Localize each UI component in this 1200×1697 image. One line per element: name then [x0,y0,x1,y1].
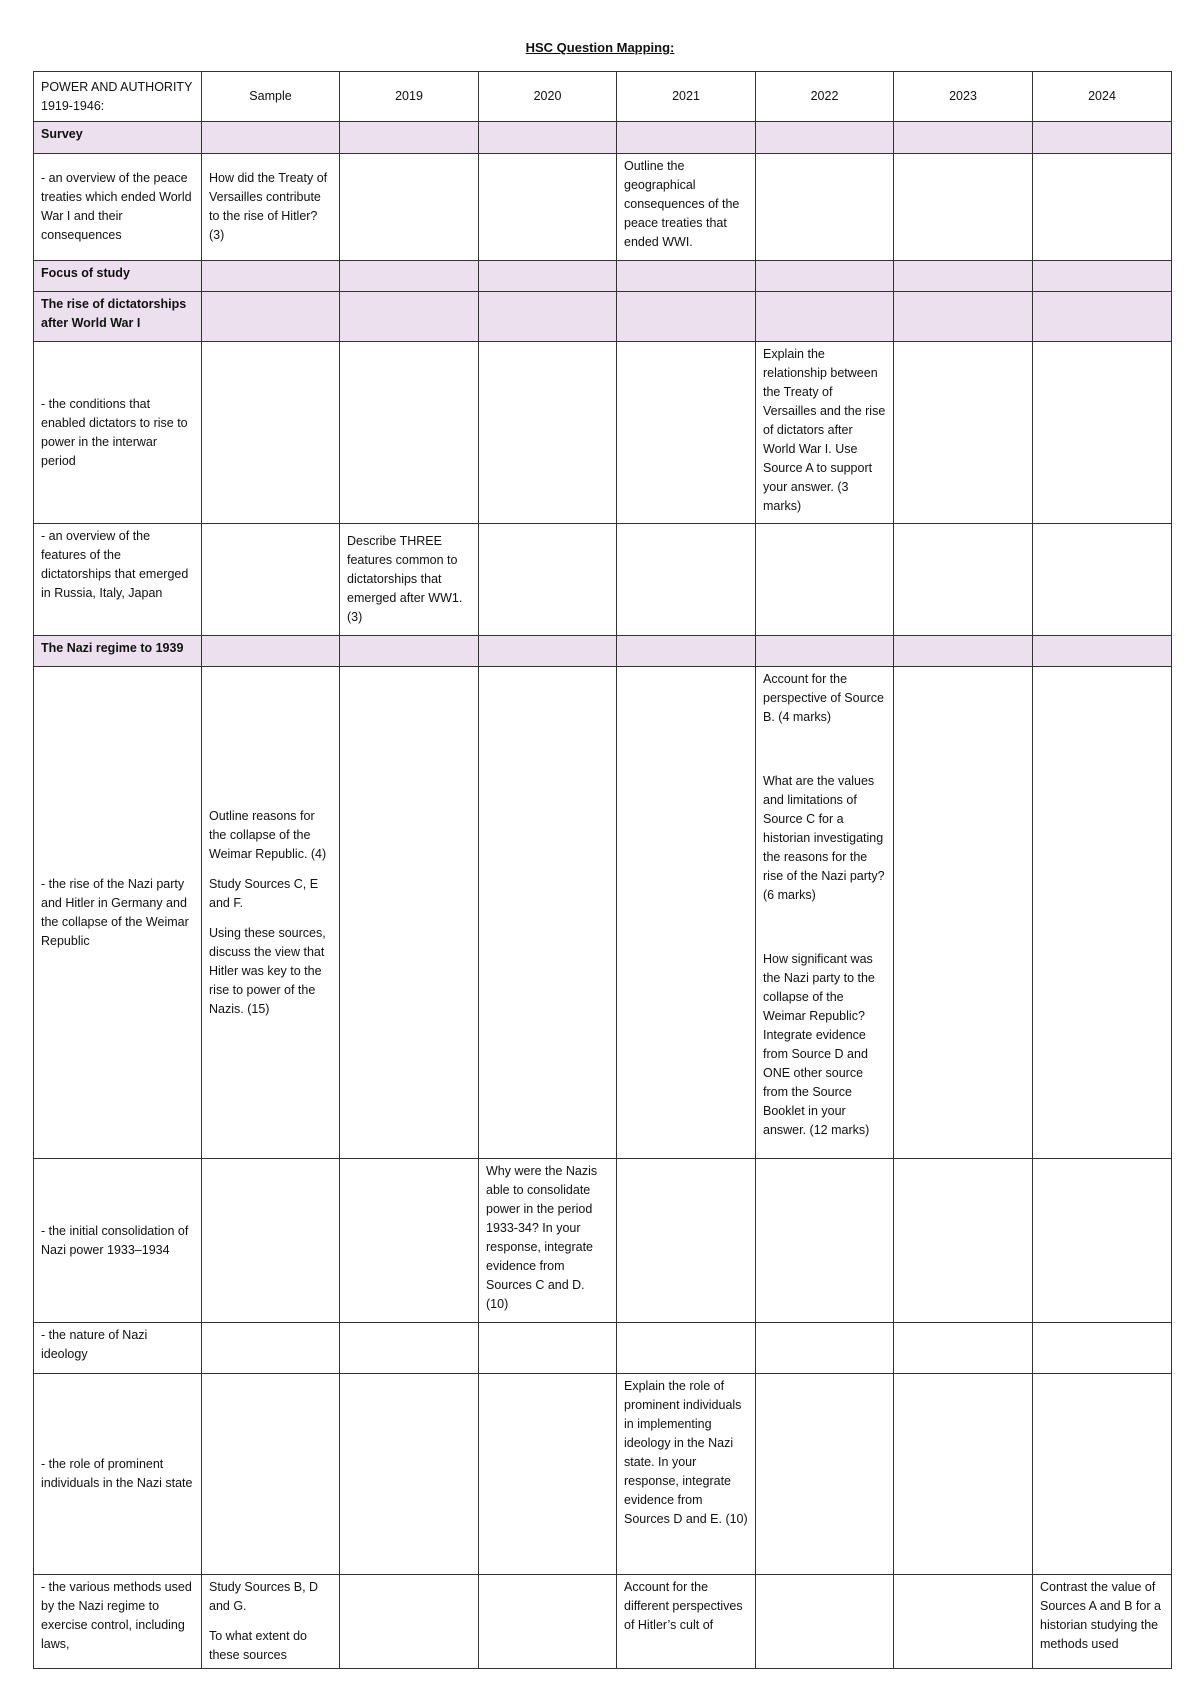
cell-2021-methods: Account for the different perspectives of Hitler’s cult of [617,1575,756,1669]
header-2021: 2021 [617,72,756,122]
section-row-survey [34,122,1172,154]
cell-2020-consolidation: Why were the Nazis able to consolidate power in the period 1933-34? In your response, integrate evidence from Sources C and D. (10) [479,1159,617,1323]
section-label-survey: Survey [34,122,202,154]
sample-methods-1: Study Sources B, D and G. [209,1580,319,1613]
question-2022-3: How significant was the Nazi party to the collapse of the Weimar Republic? Integrate evidence from Source D and ONE other source from the Source Booklet in your answer. (12 marks) [763,952,875,1137]
cell-2021-individuals: Explain the role of prominent individuals in implementing ideology in the Nazi state. In your response, integrate evidence from Sources D and E. (10) [617,1374,756,1575]
cell-2024-methods: Contrast the value of Sources A and B for a historian studying the methods used [1033,1575,1172,1669]
header-2022: 2022 [756,72,894,122]
table-row [34,154,1172,261]
row-label-consolidation: - the initial consolidation of Nazi power 1933–1934 [34,1159,202,1323]
table-row [34,1374,1172,1575]
table-row [34,1323,1172,1374]
row-label-features: - an overview of the features of the dictatorships that emerged in Russia, Italy, Japan [34,524,202,636]
sample-question-2: Study Sources C, E and F. [209,876,319,910]
cell-2022-rise-nazi [756,667,894,1159]
cell-2022-conditions: Explain the relationship between the Treaty of Versailles and the rise of dictators after World War I. Use Source A to support your answer. (3 marks) [756,342,894,524]
row-label-rise-nazi: - the rise of the Nazi party and Hitler in Germany and the collapse of the Weimar Republic [34,667,202,1159]
table-row [34,1159,1172,1323]
page-title: HSC Question Mapping: [525,40,675,55]
row-label-ideology: - the nature of Nazi ideology [34,1323,202,1374]
header-2024: 2024 [1033,72,1172,122]
table-row [34,1575,1172,1669]
cell-2019-features: Describe THREE features common to dictatorships that emerged after WW1. (3) [340,524,479,636]
header-2020: 2020 [479,72,617,122]
cell-sample-methods [202,1575,340,1669]
table-header-row [34,72,1172,122]
row-label-methods: - the various methods used by the Nazi regime to exercise control, including laws, [34,1575,202,1669]
cell-2021-peace-treaties: Outline the geographical consequences of the peace treaties that ended WWI. [617,154,756,261]
cell-sample-peace-treaties: How did the Treaty of Versailles contribute to the rise of Hitler? (3) [202,154,340,261]
section-label-focus: Focus of study [34,261,202,292]
question-2022-2: What are the values and limitations of Source C for a historian investigating the reasons for the rise of the Nazi party? (6 marks) [763,774,885,902]
header-2023: 2023 [894,72,1033,122]
table-row [34,342,1172,524]
table-row [34,524,1172,636]
sample-question-3: Using these sources, discuss the view that Hitler was key to the rise to power of the Nazis. (15) [209,925,326,1016]
question-2022-1: Account for the perspective of Source B. (4 marks) [763,672,884,724]
section-row-rise [34,292,1172,342]
cell-sample-rise-nazi [202,667,340,1159]
row-label-peace-treaties: - an overview of the peace treaties which ended World War I and their consequences [34,154,202,261]
question-mapping-table [33,71,1172,1669]
section-label-rise: The rise of dictatorships after World War I [34,292,202,342]
row-label-conditions: - the conditions that enabled dictators to rise to power in the interwar period [34,342,202,524]
section-label-nazi: The Nazi regime to 1939 [34,636,202,667]
section-row-focus [34,261,1172,292]
sample-methods-2: To what extent do these sources [209,1629,307,1662]
header-2019: 2019 [340,72,479,122]
table-row [34,667,1172,1159]
header-topic: POWER AND AUTHORITY 1919-1946: [34,72,202,122]
header-sample: Sample [202,72,340,122]
section-row-nazi [34,636,1172,667]
row-label-individuals: - the role of prominent individuals in the Nazi state [34,1374,202,1575]
sample-question-1: Outline reasons for the collapse of the Weimar Republic. (4) [209,808,327,861]
